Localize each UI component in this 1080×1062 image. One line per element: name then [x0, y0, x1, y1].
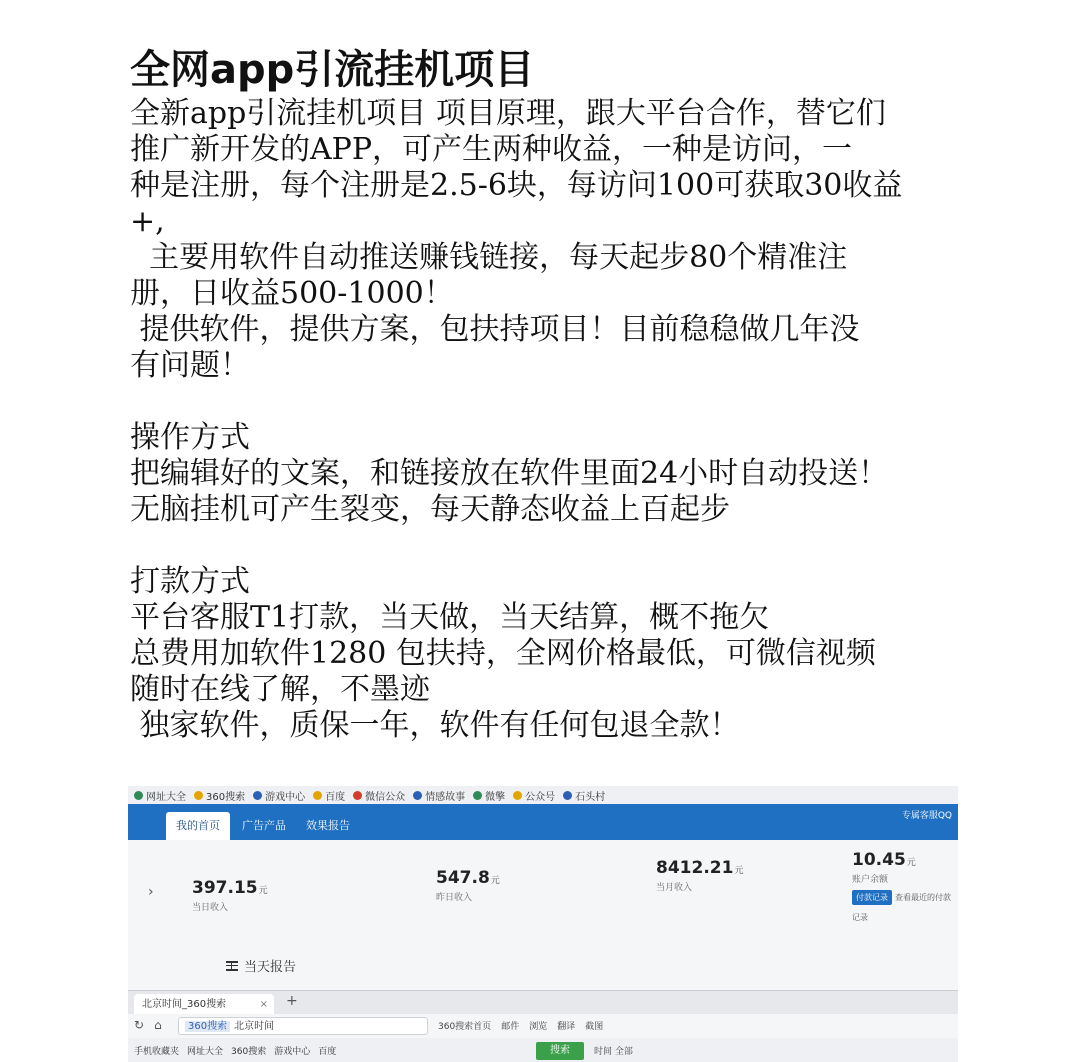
monitor-photo	[128, 786, 958, 1062]
home-icon[interactable]: ⌂	[154, 1018, 162, 1032]
stat-label: 账户余额	[852, 875, 889, 885]
earnings-dashboard	[128, 840, 958, 990]
stat-month	[656, 858, 743, 893]
favorite-label: 微擎	[485, 791, 506, 803]
site-icon	[134, 791, 143, 800]
stat-unit: 元	[490, 876, 500, 886]
favorite-item[interactable]: 网址大全	[187, 1047, 224, 1057]
stat-value: 10.45	[852, 850, 906, 870]
table-icon	[226, 961, 238, 971]
paragraph-gap	[130, 528, 960, 564]
stat-value: 547.8	[436, 868, 490, 888]
section-heading-payment: 打款方式	[130, 564, 250, 599]
stat-yesterday	[436, 868, 500, 903]
browser-tab-title: 北京时间_360搜索	[142, 999, 227, 1010]
toolbar-right	[438, 1019, 603, 1032]
refresh-icon[interactable]: ↻	[134, 1018, 145, 1032]
article-line: 有问题！	[130, 348, 250, 383]
stat-value: 8412.21	[656, 858, 734, 878]
favorites-bar	[128, 786, 958, 804]
stat-label: 当日收入	[192, 903, 229, 913]
address-input[interactable]	[178, 1017, 428, 1035]
nav-buttons	[134, 1018, 162, 1032]
chevron-right-icon[interactable]: ›	[148, 884, 154, 900]
site-icon	[194, 791, 203, 800]
article-line: 全新app引流挂机项目 项目原理，跟大平台合作，替它们	[130, 96, 886, 131]
favorite-item[interactable]	[194, 788, 245, 803]
article-line: 独家软件，质保一年，软件有任何包退全款！	[130, 708, 740, 743]
favorite-label: 游戏中心	[265, 791, 306, 803]
stat-unit: 元	[734, 866, 744, 876]
toolbar-item[interactable]: 邮件	[501, 1022, 520, 1032]
site-icon	[563, 791, 572, 800]
toolbar-item[interactable]: 360搜索首页	[438, 1022, 492, 1032]
favorites-bar-bottom	[128, 1038, 958, 1062]
favorite-item[interactable]	[413, 788, 465, 803]
favorite-label: 微信公众	[365, 791, 406, 803]
search-button[interactable]: 搜索	[536, 1042, 584, 1060]
tab-reports[interactable]: 效果报告	[306, 819, 350, 832]
stat-balance	[852, 850, 958, 924]
article-line: 主要用软件自动推送赚钱链接，每天起步80个精准注	[130, 240, 848, 275]
site-icon	[253, 791, 262, 800]
stat-value: 397.15	[192, 878, 258, 898]
article-line: 提供软件，提供方案，包扶持项目！目前稳稳做几年没	[130, 312, 860, 347]
favorite-item[interactable]: 360搜索	[231, 1047, 267, 1057]
article-line: +,	[130, 204, 165, 239]
article-title: 全网app引流挂机项目	[130, 47, 535, 93]
favorite-item[interactable]	[353, 788, 405, 803]
search-filter[interactable]: 时间 全部	[594, 1047, 633, 1057]
stat-unit: 元	[258, 886, 268, 896]
favorite-item[interactable]: 游戏中心	[274, 1047, 311, 1057]
favorite-item[interactable]: 百度	[318, 1047, 337, 1057]
site-navbar	[128, 804, 958, 840]
paw-icon	[313, 791, 322, 800]
favorite-item[interactable]: 手机收藏夹	[134, 1047, 180, 1057]
article-line: 无脑挂机可产生裂变，每天静态收益上百起步	[130, 492, 730, 527]
browser-tab[interactable]	[134, 994, 274, 1015]
favorite-item[interactable]	[473, 788, 505, 803]
stat-label: 当月收入	[656, 883, 693, 893]
payment-records-link[interactable]: 查看最近的付款记录	[852, 893, 951, 922]
article-line: 平台客服T1打款，当天做，当天结算，概不拖欠	[130, 600, 770, 635]
stat-today	[192, 878, 268, 913]
site-icon	[473, 791, 482, 800]
favorite-label: 360搜索	[206, 791, 246, 803]
address-bar-row	[128, 1014, 958, 1038]
favorite-label: 石头村	[575, 791, 606, 803]
site-icon	[513, 791, 522, 800]
toolbar-item[interactable]: 浏览	[529, 1022, 548, 1032]
stat-label: 昨日收入	[436, 893, 473, 903]
article-line: 把编辑好的文案，和链接放在软件里面24小时自动投送！	[130, 456, 889, 491]
tab-home[interactable]: 我的首页	[166, 812, 230, 840]
report-label: 当天报告	[244, 960, 297, 975]
favorite-item[interactable]	[313, 788, 345, 803]
article-line: 册，日收益500-1000！	[130, 276, 454, 311]
support-qq-link[interactable]: 专属客服QQ	[901, 811, 952, 821]
favorite-item[interactable]	[134, 788, 186, 803]
article	[130, 44, 960, 744]
close-icon[interactable]: ×	[259, 999, 268, 1010]
favorite-label: 网址大全	[146, 791, 186, 803]
stat-unit: 元	[906, 858, 916, 868]
article-line: 推广新开发的APP，可产生两种收益，一种是访问，一	[130, 132, 853, 167]
site-icon	[413, 791, 422, 800]
toolbar-item[interactable]: 截图	[585, 1022, 604, 1032]
favorite-label: 公众号	[525, 791, 556, 803]
article-line: 种是注册，每个注册是2.5-6块，每访问100可获取30收益	[130, 168, 903, 203]
address-text: 北京时间	[234, 1021, 275, 1032]
section-heading-operation: 操作方式	[130, 420, 250, 455]
favorite-label: 百度	[325, 791, 346, 803]
article-line: 总费用加软件1280 包扶持，全网价格最低，可微信视频	[130, 636, 876, 671]
site-icon	[353, 791, 362, 800]
favorites-list	[134, 1044, 336, 1057]
article-line: 随时在线了解，不墨迹	[130, 672, 430, 707]
new-tab-icon[interactable]: +	[286, 993, 298, 1009]
favorite-label: 情感故事	[425, 791, 466, 803]
tab-ad-products[interactable]: 广告产品	[242, 819, 286, 832]
search-engine-tag: 360搜索	[185, 1021, 230, 1032]
today-report-header	[226, 956, 296, 975]
browser-tab-strip	[128, 990, 958, 1015]
favorite-item[interactable]	[563, 788, 605, 803]
paragraph-gap	[130, 384, 960, 420]
payment-records-button[interactable]: 付款记录	[852, 890, 892, 905]
toolbar-item[interactable]: 翻译	[557, 1022, 576, 1032]
favorite-item[interactable]	[253, 788, 305, 803]
favorite-item[interactable]	[513, 788, 555, 803]
